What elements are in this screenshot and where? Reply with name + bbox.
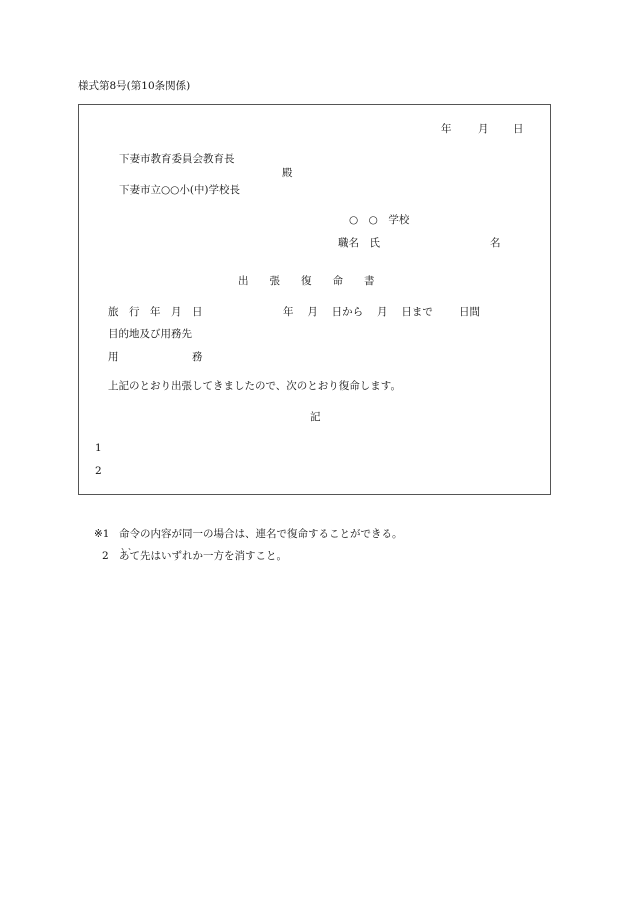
addressee-principal: 下妻市立○○小(中)学校長 [119, 184, 241, 196]
note-1-text: 命令の内容が同一の場合は、連名で復命することができる。 [119, 528, 403, 540]
form-number-label: 様式第8号(第10条関係) [78, 80, 191, 92]
report-statement: 上記のとおり出張してきましたので、次のとおり復命します。 [108, 380, 401, 392]
travel-days-label: 日間 [459, 306, 480, 318]
date-day-label: 日 [513, 123, 524, 135]
date-month-label: 月 [478, 123, 489, 135]
travel-period-value: 年 月 日から 月 日まで [283, 306, 433, 318]
document-title: 出 張 復 命 書 [238, 275, 375, 287]
sender-name-suffix: 名 [490, 237, 501, 249]
ki-heading: 記 [310, 411, 321, 423]
note-2-text: あて先はいずれか一方を消すこと。 [119, 550, 287, 562]
sender-school-name: ○ ○ 学校 [349, 214, 410, 226]
addressee-superintendent: 下妻市教育委員会教育長 [119, 153, 235, 165]
travel-period-label: 旅 行 年 月 日 [108, 306, 203, 318]
note-mark: ※1 [94, 528, 110, 540]
business-label: 用 務 [108, 351, 203, 363]
emphasis-dots: 、、 [121, 542, 139, 551]
addressee-honorific: 殿 [282, 167, 293, 179]
report-item-number: 1 [95, 442, 102, 454]
note-2-number: 2 [102, 550, 109, 562]
report-item-number: 2 [95, 465, 102, 477]
sender-title-name-label: 職名 氏 [338, 237, 380, 249]
date-year-label: 年 [441, 123, 452, 135]
destination-label: 目的地及び用務先 [108, 328, 192, 340]
